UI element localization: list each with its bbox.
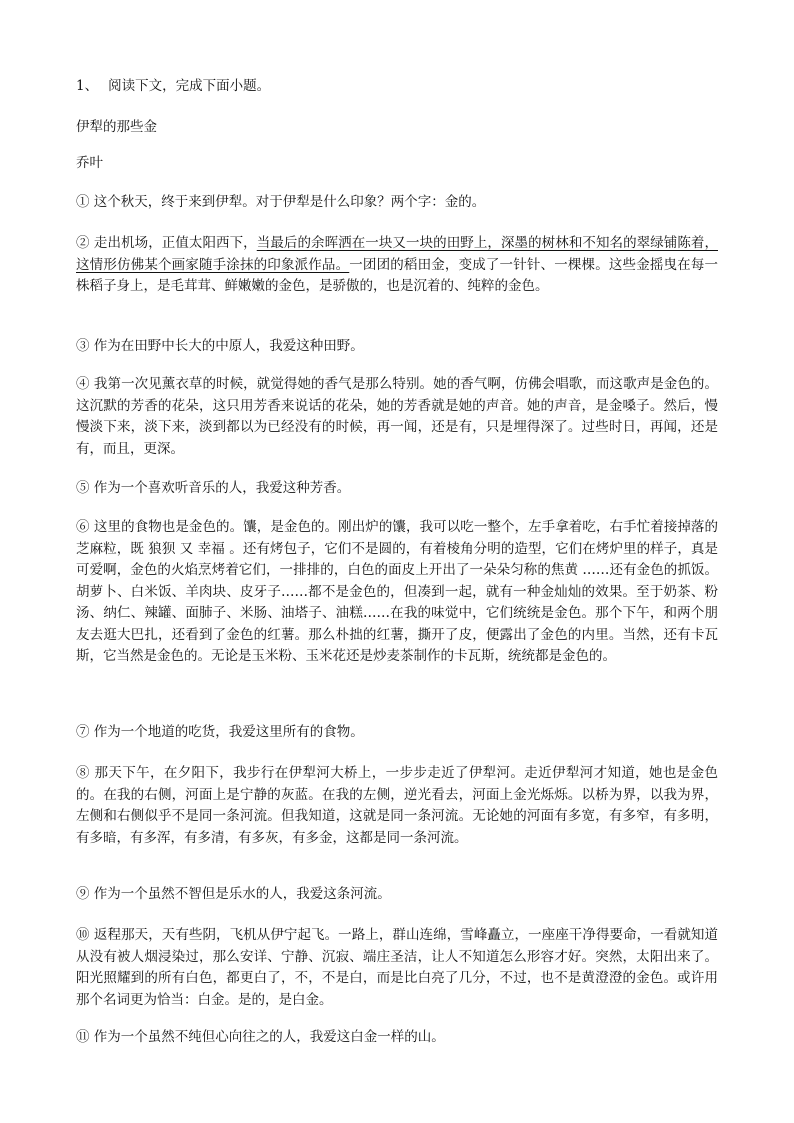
paragraph-10: ⑩ 返程那天，天有些阴，飞机从伊宁起飞。一路上，群山连绵，雪峰矗立，一座座干净得要命，一看就知道从没有被人烟浸染过，那么安详、宁静、沉寂、端庄圣洁，让人不知道怎么形容才好。突然，太阳出来了。阳光照耀到的所有白色，都更白了，不，不是白，而是比白亮了几分，不过，也不是黄澄澄的金色。或许用那个名词更为恰当：白金。是的，是白金。: [76, 927, 718, 1008]
paragraph-9: ⑨ 作为一个虽然不智但是乐水的人，我爱这条河流。: [76, 886, 391, 902]
paragraph-8: ⑧ 那天下午，在夕阳下，我步行在伊犁河大桥上，一步步走近了伊犁河。走近伊犁河才知道，她也是金色的。在我的右侧，河面上是宁静的灰蓝。在我的左侧，逆光看去，河面上金光烁烁。以桥为界，以我为界，左侧和右侧似乎不是同一条河流。但我知道，这就是同一条河流。无论她的河面有多宽，有多窄，有多明，有多暗，有多浑，有多清，有多灰，有多金，这都是同一条河流。: [76, 765, 718, 846]
paragraph-2-intro: ② 走出机场，正值太阳西下，: [76, 235, 257, 251]
article-title: 伊犁的那些金: [76, 119, 157, 135]
paragraph-3: ③ 作为在田野中长大的中原人，我爱这种田野。: [76, 338, 364, 354]
question-instruction: 阅读下文，完成下面小题。: [108, 78, 271, 94]
paragraph-1: ① 这个秋天，终于来到伊犁。对于伊犁是什么印象？两个字：金的。: [76, 194, 486, 210]
paragraph-5: ⑤ 作为一个喜欢听音乐的人，我爱这种芳香。: [76, 480, 351, 496]
paragraph-2: [76, 233, 718, 298]
paragraph-11: ⑪ 作为一个虽然不纯但心向往之的人，我爱这白金一样的山。: [76, 1029, 445, 1045]
article-author: 乔叶: [76, 155, 103, 171]
paragraph-2-rest: 一团团的稻田金，变成了一针针、一棵棵。这些金摇曳在每一株稻子身上，是毛茸茸、鲜嫩嫩的金色，是骄傲的，也是沉着的、纯粹的金色。: [76, 256, 719, 294]
question-number: 1、: [76, 78, 99, 94]
paragraph-4: ④ 我第一次见薰衣草的时候，就觉得她的香气是那么特别。她的香气啊，仿佛会唱歌，而这歌声是金色的。这沉默的芳香的花朵，这只用芳香来说话的花朵，她的芳香就是她的声音。她的声音，是金嗓子。然后，慢慢淡下来，淡下来，淡到都以为已经没有的时候，再一闻，还是有，只是埋得深了。过些时日，再闻，还是有，而且，更深。: [76, 376, 718, 457]
paragraph-6: ⑥ 这里的食物也是金色的。馕，是金色的。刚出炉的馕，我可以吃一整个，左手拿着吃，右手忙着接掉落的芝麻粒，既 狼狈 又 幸福 。还有烤包子，它们不是圆的，有着棱角分明的造型，它们在烤炉里的样子，真是可爱啊，金色的火焰烹烤着它们，一排排的，白色的面皮上开出了一朵朵匀称的焦黄 ……还有金色的抓饭。胡萝卜、白米饭、羊肉块、皮牙子……都不是金色的，但凑到一起，就有一种金灿灿的效果。至于奶茶、粉汤、纳仁、辣罐、面肺子、米肠、油塔子、油糕……在我的味觉中，它们统统是金色。那个下午，和两个朋友去逛大巴扎，还看到了金色的红薯。那么朴拙的红薯，撕开了皮，便露出了金色的内里。当然，还有卡瓦斯，它当然是金色的。无论是玉米粉、玉米花还是炒麦茶制作的卡瓦斯，统统都是金色的。: [76, 519, 718, 664]
paragraph-7: ⑦ 作为一个地道的吃货，我爱这里所有的食物。: [76, 724, 364, 740]
question-header: [76, 76, 718, 98]
paragraph-2-underlined-sentence: 当最后的余晖洒在一块又一块的田野上，深墨的树林和不知名的翠绿铺陈着，这情形仿佛某个画家随手涂抹的印象派作品。: [76, 235, 718, 273]
